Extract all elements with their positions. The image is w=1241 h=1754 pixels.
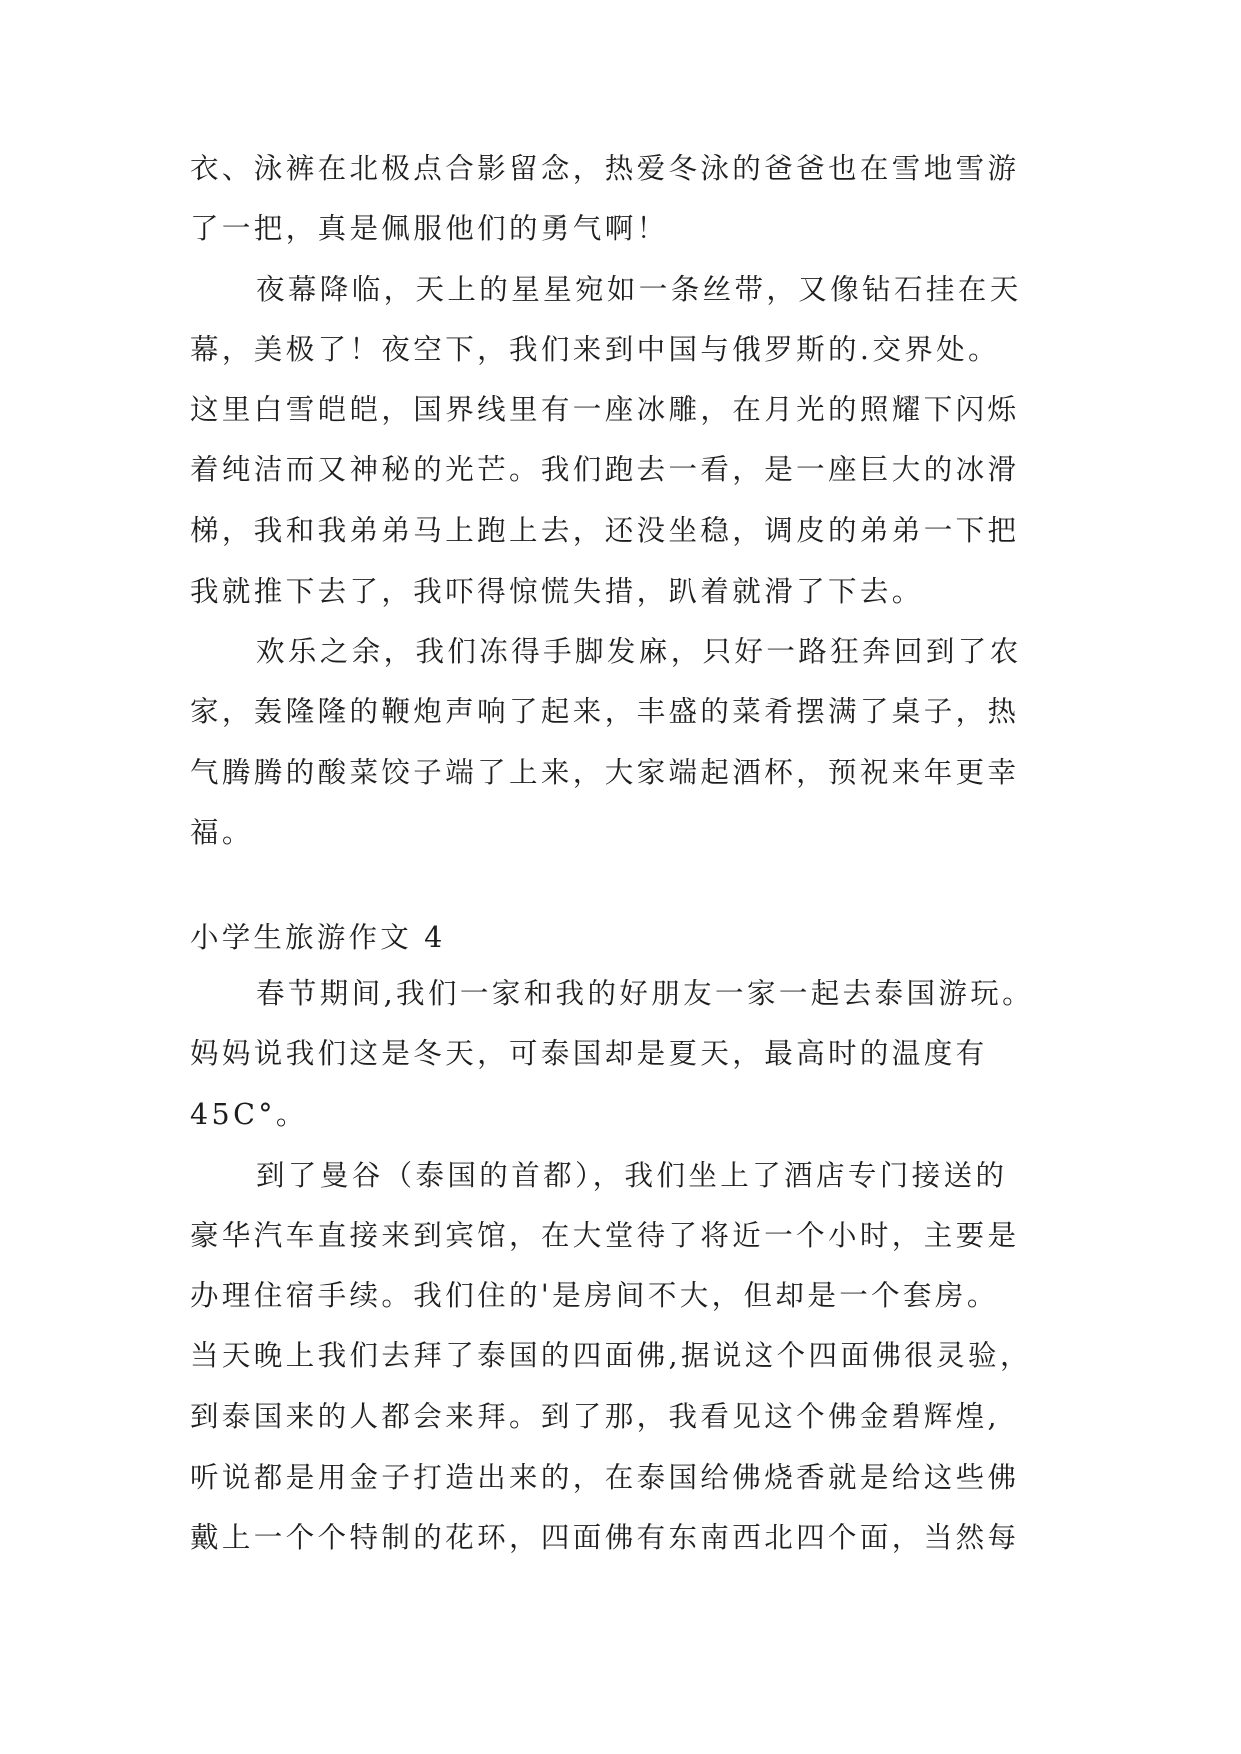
text-line: 办理住宿手续。我们住的'是房间不大，但却是一个套房。 bbox=[190, 1279, 999, 1312]
text-line: 梯，我和我弟弟马上跑上去，还没坐稳，调皮的弟弟一下把 bbox=[190, 514, 1020, 547]
text-line: 了一把，真是佩服他们的勇气啊！ bbox=[190, 212, 669, 245]
text-line: 着纯洁而又神秘的光芒。我们跑去一看，是一座巨大的冰滑 bbox=[190, 453, 1020, 486]
text-line: 幕，美极了！夜空下，我们来到中国与俄罗斯的.交界处。 bbox=[190, 333, 1000, 366]
text-line: 到泰国来的人都会来拜。到了那，我看见这个佛金碧辉煌, bbox=[190, 1400, 1000, 1433]
text-line: 听说都是用金子打造出来的，在泰国给佛烧香就是给这些佛 bbox=[190, 1461, 1020, 1494]
paragraph-start-line: 欢乐之余，我们冻得手脚发麻，只好一路狂奔回到了农 bbox=[256, 635, 1022, 668]
section-heading: 小学生旅游作文 4 bbox=[190, 921, 446, 954]
text-line: 家，轰隆隆的鞭炮声响了起来，丰盛的菜肴摆满了桌子，热 bbox=[190, 695, 1020, 728]
paragraph-start-line: 到了曼谷（泰国的首都），我们坐上了酒店专门接送的 bbox=[256, 1159, 1008, 1192]
text-line: 当天晚上我们去拜了泰国的四面佛,据说这个四面佛很灵验， bbox=[190, 1339, 1032, 1372]
text-line: 妈妈说我们这是冬天，可泰国却是夏天，最高时的温度有 bbox=[190, 1037, 988, 1070]
text-line: 戴上一个个特制的花环，四面佛有东南西北四个面，当然每 bbox=[190, 1521, 1020, 1554]
text-line: 这里白雪皑皑，国界线里有一座冰雕，在月光的照耀下闪烁 bbox=[190, 393, 1020, 426]
paragraph-start-line: 春节期间,我们一家和我的好朋友一家一起去泰国游玩。 bbox=[256, 977, 1035, 1010]
text-line: 衣、泳裤在北极点合影留念，热爱冬泳的爸爸也在雪地雪游 bbox=[190, 152, 1020, 185]
text-line: 福。 bbox=[190, 816, 254, 849]
text-line: 我就推下去了，我吓得惊慌失措，趴着就滑了下去。 bbox=[190, 575, 924, 608]
text-line: 气腾腾的酸菜饺子端了上来，大家端起酒杯，预祝来年更幸 bbox=[190, 756, 1020, 789]
text-line: 45C°。 bbox=[190, 1098, 308, 1131]
text-line: 豪华汽车直接来到宾馆，在大堂待了将近一个小时，主要是 bbox=[190, 1219, 1020, 1252]
paragraph-start-line: 夜幕降临，天上的星星宛如一条丝带，又像钻石挂在天 bbox=[256, 273, 1022, 306]
